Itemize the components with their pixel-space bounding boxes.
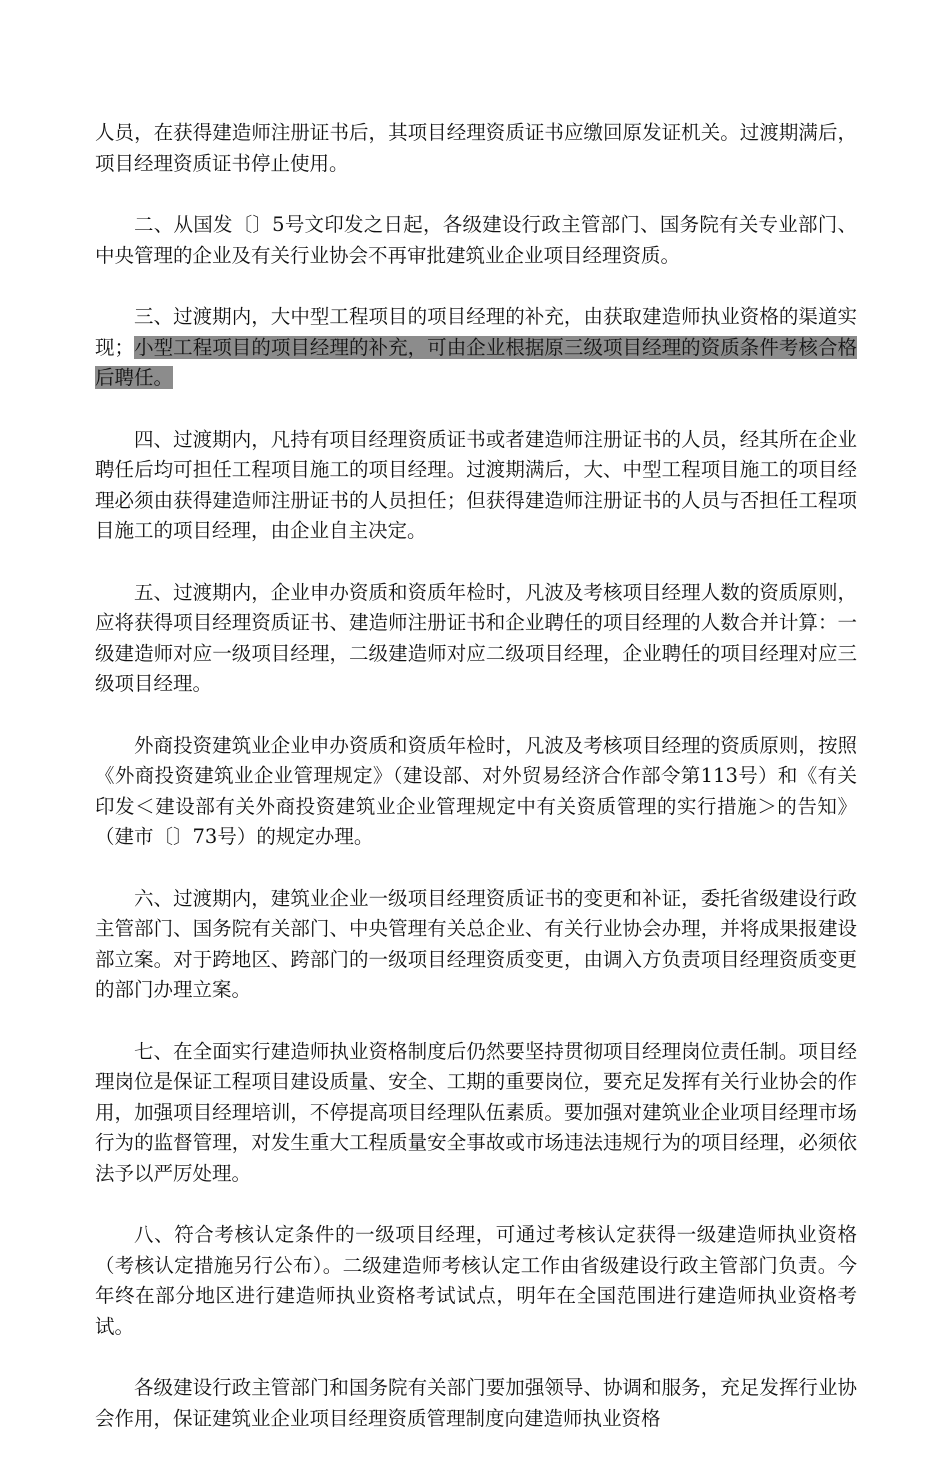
paragraph-item-3-text: 三、过渡期内，大中型工程项目的项目经理的补充，由获取建造师执业资格的渠道实现； xyxy=(95,305,857,359)
paragraph-item-8: 八、符合考核认定条件的一级项目经理，可通过考核认定获得一级建造师执业资格（考核认定措施另行公布）。二级建造师考核认定工作由省级建设行政主管部门负责。今年终在部分地区进行建造师执业资格考试试点，明年在全国范围进行建造师执业资格考试。 xyxy=(95,1223,857,1338)
paragraph-item-6: 六、过渡期内，建筑业企业一级项目经理资质证书的变更和补证，委托省级建设行政主管部门、国务院有关部门、中央管理有关总企业、有关行业协会办理，并将成果报建设部立案。对于跨地区、跨部门的一级项目经理资质变更，由调入方负责项目经理资质变更的部门办理立案。 xyxy=(95,886,857,1001)
paragraph-item-7: 七、在全面实行建造师执业资格制度后仍然要坚持贯彻项目经理岗位责任制。项目经理岗位是保证工程项目建设质量、安全、工期的重要岗位，要充足发挥有关行业协会的作用，加强项目经理培训，不停提高项目经理队伍素质。要加强对建筑业企业项目经理市场行为的监督管理，对发生重大工程质量安全事故或市场违法违规行为的项目经理，必须依法予以严厉处理。 xyxy=(95,1039,857,1185)
paragraph-closing: 各级建设行政主管部门和国务院有关部门要加强领导、协调和服务，充足发挥行业协会作用，保证建筑业企业项目经理资质管理制度向建造师执业资格 xyxy=(95,1376,857,1430)
highlighted-text: 小型工程项目的项目经理的补充，可由企业根据原三级项目经理的资质条件考核合格后聘任。 xyxy=(95,335,857,389)
paragraph-item-5: 五、过渡期内，企业申办资质和资质年检时，凡波及考核项目经理人数的资质原则，应将获得项目经理资质证书、建造师注册证书和企业聘任的项目经理的人数合并计算：一级建造师对应一级项目经理，二级建造师对应二级项目经理，企业聘任的项目经理对应三级项目经理。 xyxy=(95,580,857,695)
paragraph-item-2: 二、从国发〔〕5号文印发之日起，各级建设行政主管部门、国务院有关专业部门、中央管理的企业及有关行业协会不再审批建筑业企业项目经理资质。 xyxy=(95,213,857,267)
paragraph-foreign-investment: 外商投资建筑业企业申办资质和资质年检时，凡波及考核项目经理的资质原则，按照《外商投资建筑业企业管理规定》（建设部、对外贸易经济合作部令第113号）和《有关印发＜建设部有关外商投资建筑业企业管理规定中有关资质管理的实行措施＞的告知》（建市〔〕73号）的规定办理。 xyxy=(95,733,857,848)
paragraph-continuation: 人员，在获得建造师注册证书后，其项目经理资质证书应缴回原发证机关。过渡期满后，项目经理资质证书停止使用。 xyxy=(95,121,857,175)
paragraph-item-4: 四、过渡期内，凡持有项目经理资质证书或者建造师注册证书的人员，经其所在企业聘任后均可担任工程项目施工的项目经理。过渡期满后，大、中型工程项目施工的项目经理必须由获得建造师注册证书的人员担任；但获得建造师注册证书的人员与否担任工程项目施工的项目经理，由企业自主决定。 xyxy=(95,427,857,542)
paragraph-item-3 xyxy=(95,302,857,394)
document-body xyxy=(95,118,857,1465)
